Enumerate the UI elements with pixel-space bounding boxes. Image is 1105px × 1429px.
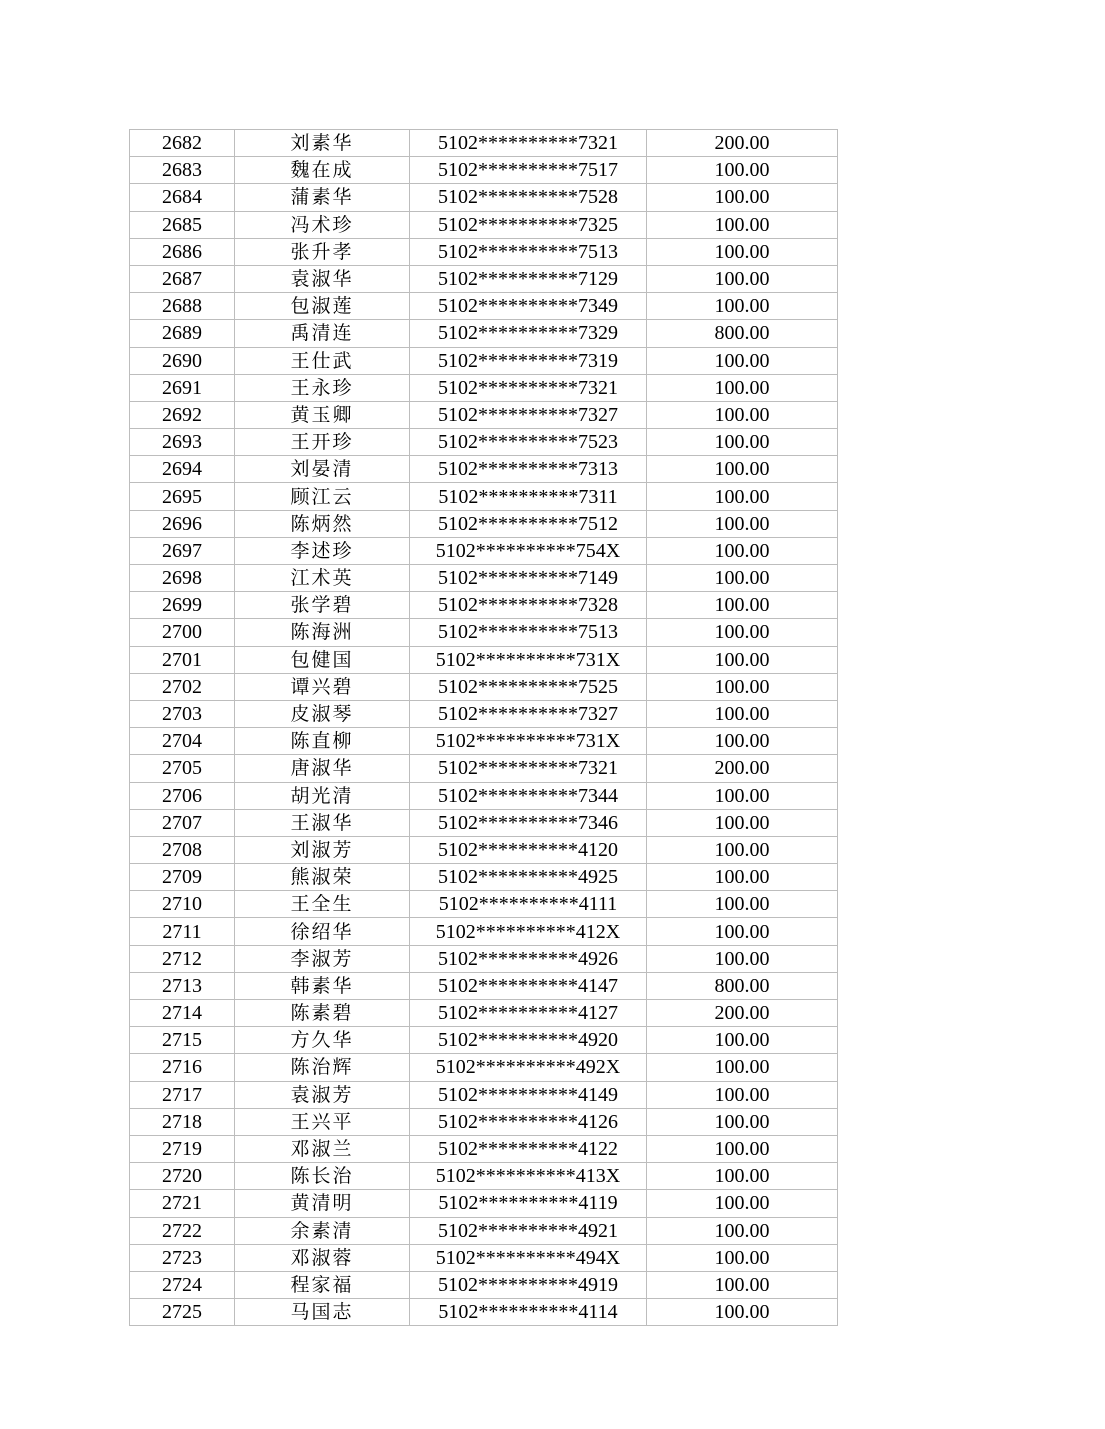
name-cell: 唐淑华	[235, 755, 410, 782]
amount-cell: 100.00	[647, 1163, 838, 1190]
table-row	[130, 673, 838, 700]
id-number-cell: 5102**********7325	[410, 211, 647, 238]
amount-cell: 100.00	[647, 456, 838, 483]
id-number-cell: 5102**********7321	[410, 374, 647, 401]
name-cell: 包健国	[235, 646, 410, 673]
amount-cell: 200.00	[647, 130, 838, 157]
id-number-cell: 5102**********494X	[410, 1244, 647, 1271]
name-cell: 包淑莲	[235, 293, 410, 320]
id-number-cell: 5102**********4127	[410, 1000, 647, 1027]
id-number-cell: 5102**********413X	[410, 1163, 647, 1190]
name-cell: 陈长治	[235, 1163, 410, 1190]
id-number-cell: 5102**********731X	[410, 646, 647, 673]
row-number-cell: 2685	[130, 211, 235, 238]
row-number-cell: 2715	[130, 1027, 235, 1054]
document-page	[129, 129, 838, 1326]
amount-cell: 100.00	[647, 728, 838, 755]
id-number-cell: 5102**********4147	[410, 972, 647, 999]
id-number-cell: 5102**********754X	[410, 537, 647, 564]
row-number-cell: 2718	[130, 1108, 235, 1135]
amount-cell: 100.00	[647, 537, 838, 564]
amount-cell: 100.00	[647, 1217, 838, 1244]
amount-cell: 100.00	[647, 1081, 838, 1108]
id-number-cell: 5102**********7327	[410, 401, 647, 428]
amount-cell: 100.00	[647, 347, 838, 374]
table-row	[130, 1000, 838, 1027]
name-cell: 李淑芳	[235, 945, 410, 972]
amount-cell: 800.00	[647, 320, 838, 347]
name-cell: 邓淑蓉	[235, 1244, 410, 1271]
row-number-cell: 2724	[130, 1271, 235, 1298]
amount-cell: 100.00	[647, 1244, 838, 1271]
id-number-cell: 5102**********7517	[410, 157, 647, 184]
row-number-cell: 2711	[130, 918, 235, 945]
amount-cell: 100.00	[647, 565, 838, 592]
row-number-cell: 2684	[130, 184, 235, 211]
table-row	[130, 864, 838, 891]
id-number-cell: 5102**********7311	[410, 483, 647, 510]
row-number-cell: 2687	[130, 265, 235, 292]
table-row	[130, 1027, 838, 1054]
row-number-cell: 2712	[130, 945, 235, 972]
id-number-cell: 5102**********4119	[410, 1190, 647, 1217]
table-row	[130, 1081, 838, 1108]
amount-cell: 100.00	[647, 864, 838, 891]
id-number-cell: 5102**********7319	[410, 347, 647, 374]
name-cell: 皮淑琴	[235, 700, 410, 727]
row-number-cell: 2693	[130, 429, 235, 456]
id-number-cell: 5102**********4120	[410, 836, 647, 863]
id-number-cell: 5102**********7313	[410, 456, 647, 483]
id-number-cell: 5102**********7513	[410, 238, 647, 265]
table-row	[130, 211, 838, 238]
name-cell: 江术英	[235, 565, 410, 592]
amount-cell: 100.00	[647, 646, 838, 673]
row-number-cell: 2725	[130, 1299, 235, 1326]
amount-cell: 100.00	[647, 483, 838, 510]
amount-cell: 200.00	[647, 1000, 838, 1027]
amount-cell: 100.00	[647, 1190, 838, 1217]
name-cell: 方久华	[235, 1027, 410, 1054]
amount-cell: 200.00	[647, 755, 838, 782]
amount-cell: 100.00	[647, 782, 838, 809]
table-row	[130, 320, 838, 347]
table-row	[130, 265, 838, 292]
row-number-cell: 2704	[130, 728, 235, 755]
name-cell: 陈直柳	[235, 728, 410, 755]
name-cell: 马国志	[235, 1299, 410, 1326]
name-cell: 顾江云	[235, 483, 410, 510]
table-row	[130, 1217, 838, 1244]
amount-cell: 100.00	[647, 700, 838, 727]
row-number-cell: 2710	[130, 891, 235, 918]
recipient-table	[129, 129, 838, 1326]
row-number-cell: 2707	[130, 809, 235, 836]
name-cell: 王兴平	[235, 1108, 410, 1135]
table-row	[130, 293, 838, 320]
name-cell: 黄清明	[235, 1190, 410, 1217]
amount-cell: 100.00	[647, 429, 838, 456]
id-number-cell: 5102**********412X	[410, 918, 647, 945]
id-number-cell: 5102**********4921	[410, 1217, 647, 1244]
amount-cell: 100.00	[647, 945, 838, 972]
table-row	[130, 565, 838, 592]
table-row	[130, 130, 838, 157]
name-cell: 张升孝	[235, 238, 410, 265]
table-row	[130, 755, 838, 782]
row-number-cell: 2696	[130, 510, 235, 537]
amount-cell: 100.00	[647, 510, 838, 537]
amount-cell: 100.00	[647, 238, 838, 265]
name-cell: 李述珍	[235, 537, 410, 564]
amount-cell: 100.00	[647, 918, 838, 945]
id-number-cell: 5102**********492X	[410, 1054, 647, 1081]
id-number-cell: 5102**********7528	[410, 184, 647, 211]
id-number-cell: 5102**********7346	[410, 809, 647, 836]
id-number-cell: 5102**********4925	[410, 864, 647, 891]
id-number-cell: 5102**********7513	[410, 619, 647, 646]
row-number-cell: 2700	[130, 619, 235, 646]
id-number-cell: 5102**********7512	[410, 510, 647, 537]
id-number-cell: 5102**********4926	[410, 945, 647, 972]
row-number-cell: 2695	[130, 483, 235, 510]
table-row	[130, 1190, 838, 1217]
id-number-cell: 5102**********7321	[410, 755, 647, 782]
table-row	[130, 510, 838, 537]
row-number-cell: 2723	[130, 1244, 235, 1271]
table-row	[130, 1299, 838, 1326]
amount-cell: 100.00	[647, 891, 838, 918]
table-body	[130, 130, 838, 1326]
id-number-cell: 5102**********4920	[410, 1027, 647, 1054]
id-number-cell: 5102**********4114	[410, 1299, 647, 1326]
name-cell: 谭兴碧	[235, 673, 410, 700]
amount-cell: 800.00	[647, 972, 838, 999]
id-number-cell: 5102**********7328	[410, 592, 647, 619]
table-row	[130, 347, 838, 374]
name-cell: 胡光清	[235, 782, 410, 809]
row-number-cell: 2717	[130, 1081, 235, 1108]
table-row	[130, 592, 838, 619]
name-cell: 王开珍	[235, 429, 410, 456]
amount-cell: 100.00	[647, 1299, 838, 1326]
row-number-cell: 2691	[130, 374, 235, 401]
row-number-cell: 2690	[130, 347, 235, 374]
amount-cell: 100.00	[647, 401, 838, 428]
row-number-cell: 2697	[130, 537, 235, 564]
name-cell: 黄玉卿	[235, 401, 410, 428]
row-number-cell: 2699	[130, 592, 235, 619]
amount-cell: 100.00	[647, 1054, 838, 1081]
id-number-cell: 5102**********4919	[410, 1271, 647, 1298]
id-number-cell: 5102**********731X	[410, 728, 647, 755]
amount-cell: 100.00	[647, 836, 838, 863]
id-number-cell: 5102**********7329	[410, 320, 647, 347]
id-number-cell: 5102**********7149	[410, 565, 647, 592]
id-number-cell: 5102**********4122	[410, 1135, 647, 1162]
id-number-cell: 5102**********4126	[410, 1108, 647, 1135]
table-row	[130, 1244, 838, 1271]
row-number-cell: 2719	[130, 1135, 235, 1162]
table-row	[130, 238, 838, 265]
table-row	[130, 1135, 838, 1162]
name-cell: 袁淑芳	[235, 1081, 410, 1108]
id-number-cell: 5102**********7523	[410, 429, 647, 456]
id-number-cell: 5102**********4149	[410, 1081, 647, 1108]
name-cell: 徐绍华	[235, 918, 410, 945]
name-cell: 刘晏清	[235, 456, 410, 483]
name-cell: 熊淑荣	[235, 864, 410, 891]
row-number-cell: 2722	[130, 1217, 235, 1244]
amount-cell: 100.00	[647, 184, 838, 211]
name-cell: 张学碧	[235, 592, 410, 619]
table-row	[130, 1271, 838, 1298]
table-row	[130, 646, 838, 673]
amount-cell: 100.00	[647, 619, 838, 646]
amount-cell: 100.00	[647, 157, 838, 184]
row-number-cell: 2708	[130, 836, 235, 863]
row-number-cell: 2716	[130, 1054, 235, 1081]
row-number-cell: 2689	[130, 320, 235, 347]
table-row	[130, 836, 838, 863]
name-cell: 冯术珍	[235, 211, 410, 238]
name-cell: 袁淑华	[235, 265, 410, 292]
table-row	[130, 1108, 838, 1135]
row-number-cell: 2692	[130, 401, 235, 428]
row-number-cell: 2694	[130, 456, 235, 483]
table-row	[130, 918, 838, 945]
row-number-cell: 2709	[130, 864, 235, 891]
amount-cell: 100.00	[647, 1135, 838, 1162]
table-row	[130, 972, 838, 999]
name-cell: 魏在成	[235, 157, 410, 184]
id-number-cell: 5102**********7525	[410, 673, 647, 700]
row-number-cell: 2713	[130, 972, 235, 999]
amount-cell: 100.00	[647, 265, 838, 292]
name-cell: 陈治辉	[235, 1054, 410, 1081]
name-cell: 王淑华	[235, 809, 410, 836]
amount-cell: 100.00	[647, 592, 838, 619]
amount-cell: 100.00	[647, 1027, 838, 1054]
table-row	[130, 782, 838, 809]
name-cell: 陈炳然	[235, 510, 410, 537]
id-number-cell: 5102**********4111	[410, 891, 647, 918]
table-row	[130, 456, 838, 483]
table-row	[130, 1163, 838, 1190]
name-cell: 陈海洲	[235, 619, 410, 646]
row-number-cell: 2701	[130, 646, 235, 673]
row-number-cell: 2714	[130, 1000, 235, 1027]
name-cell: 邓淑兰	[235, 1135, 410, 1162]
name-cell: 禹清连	[235, 320, 410, 347]
name-cell: 余素清	[235, 1217, 410, 1244]
name-cell: 程家福	[235, 1271, 410, 1298]
row-number-cell: 2698	[130, 565, 235, 592]
id-number-cell: 5102**********7129	[410, 265, 647, 292]
amount-cell: 100.00	[647, 211, 838, 238]
row-number-cell: 2706	[130, 782, 235, 809]
table-row	[130, 537, 838, 564]
row-number-cell: 2703	[130, 700, 235, 727]
amount-cell: 100.00	[647, 374, 838, 401]
id-number-cell: 5102**********7327	[410, 700, 647, 727]
table-row	[130, 728, 838, 755]
table-row	[130, 401, 838, 428]
table-row	[130, 809, 838, 836]
table-row	[130, 483, 838, 510]
row-number-cell: 2686	[130, 238, 235, 265]
name-cell: 王永珍	[235, 374, 410, 401]
table-row	[130, 619, 838, 646]
name-cell: 刘淑芳	[235, 836, 410, 863]
row-number-cell: 2682	[130, 130, 235, 157]
table-row	[130, 184, 838, 211]
name-cell: 王仕武	[235, 347, 410, 374]
name-cell: 刘素华	[235, 130, 410, 157]
row-number-cell: 2721	[130, 1190, 235, 1217]
row-number-cell: 2683	[130, 157, 235, 184]
row-number-cell: 2705	[130, 755, 235, 782]
table-row	[130, 429, 838, 456]
amount-cell: 100.00	[647, 1108, 838, 1135]
amount-cell: 100.00	[647, 809, 838, 836]
table-row	[130, 700, 838, 727]
table-row	[130, 1054, 838, 1081]
id-number-cell: 5102**********7349	[410, 293, 647, 320]
name-cell: 蒲素华	[235, 184, 410, 211]
amount-cell: 100.00	[647, 293, 838, 320]
id-number-cell: 5102**********7321	[410, 130, 647, 157]
table-row	[130, 945, 838, 972]
table-row	[130, 374, 838, 401]
row-number-cell: 2688	[130, 293, 235, 320]
name-cell: 陈素碧	[235, 1000, 410, 1027]
table-row	[130, 891, 838, 918]
name-cell: 王全生	[235, 891, 410, 918]
amount-cell: 100.00	[647, 1271, 838, 1298]
id-number-cell: 5102**********7344	[410, 782, 647, 809]
amount-cell: 100.00	[647, 673, 838, 700]
table-row	[130, 157, 838, 184]
row-number-cell: 2720	[130, 1163, 235, 1190]
row-number-cell: 2702	[130, 673, 235, 700]
name-cell: 韩素华	[235, 972, 410, 999]
